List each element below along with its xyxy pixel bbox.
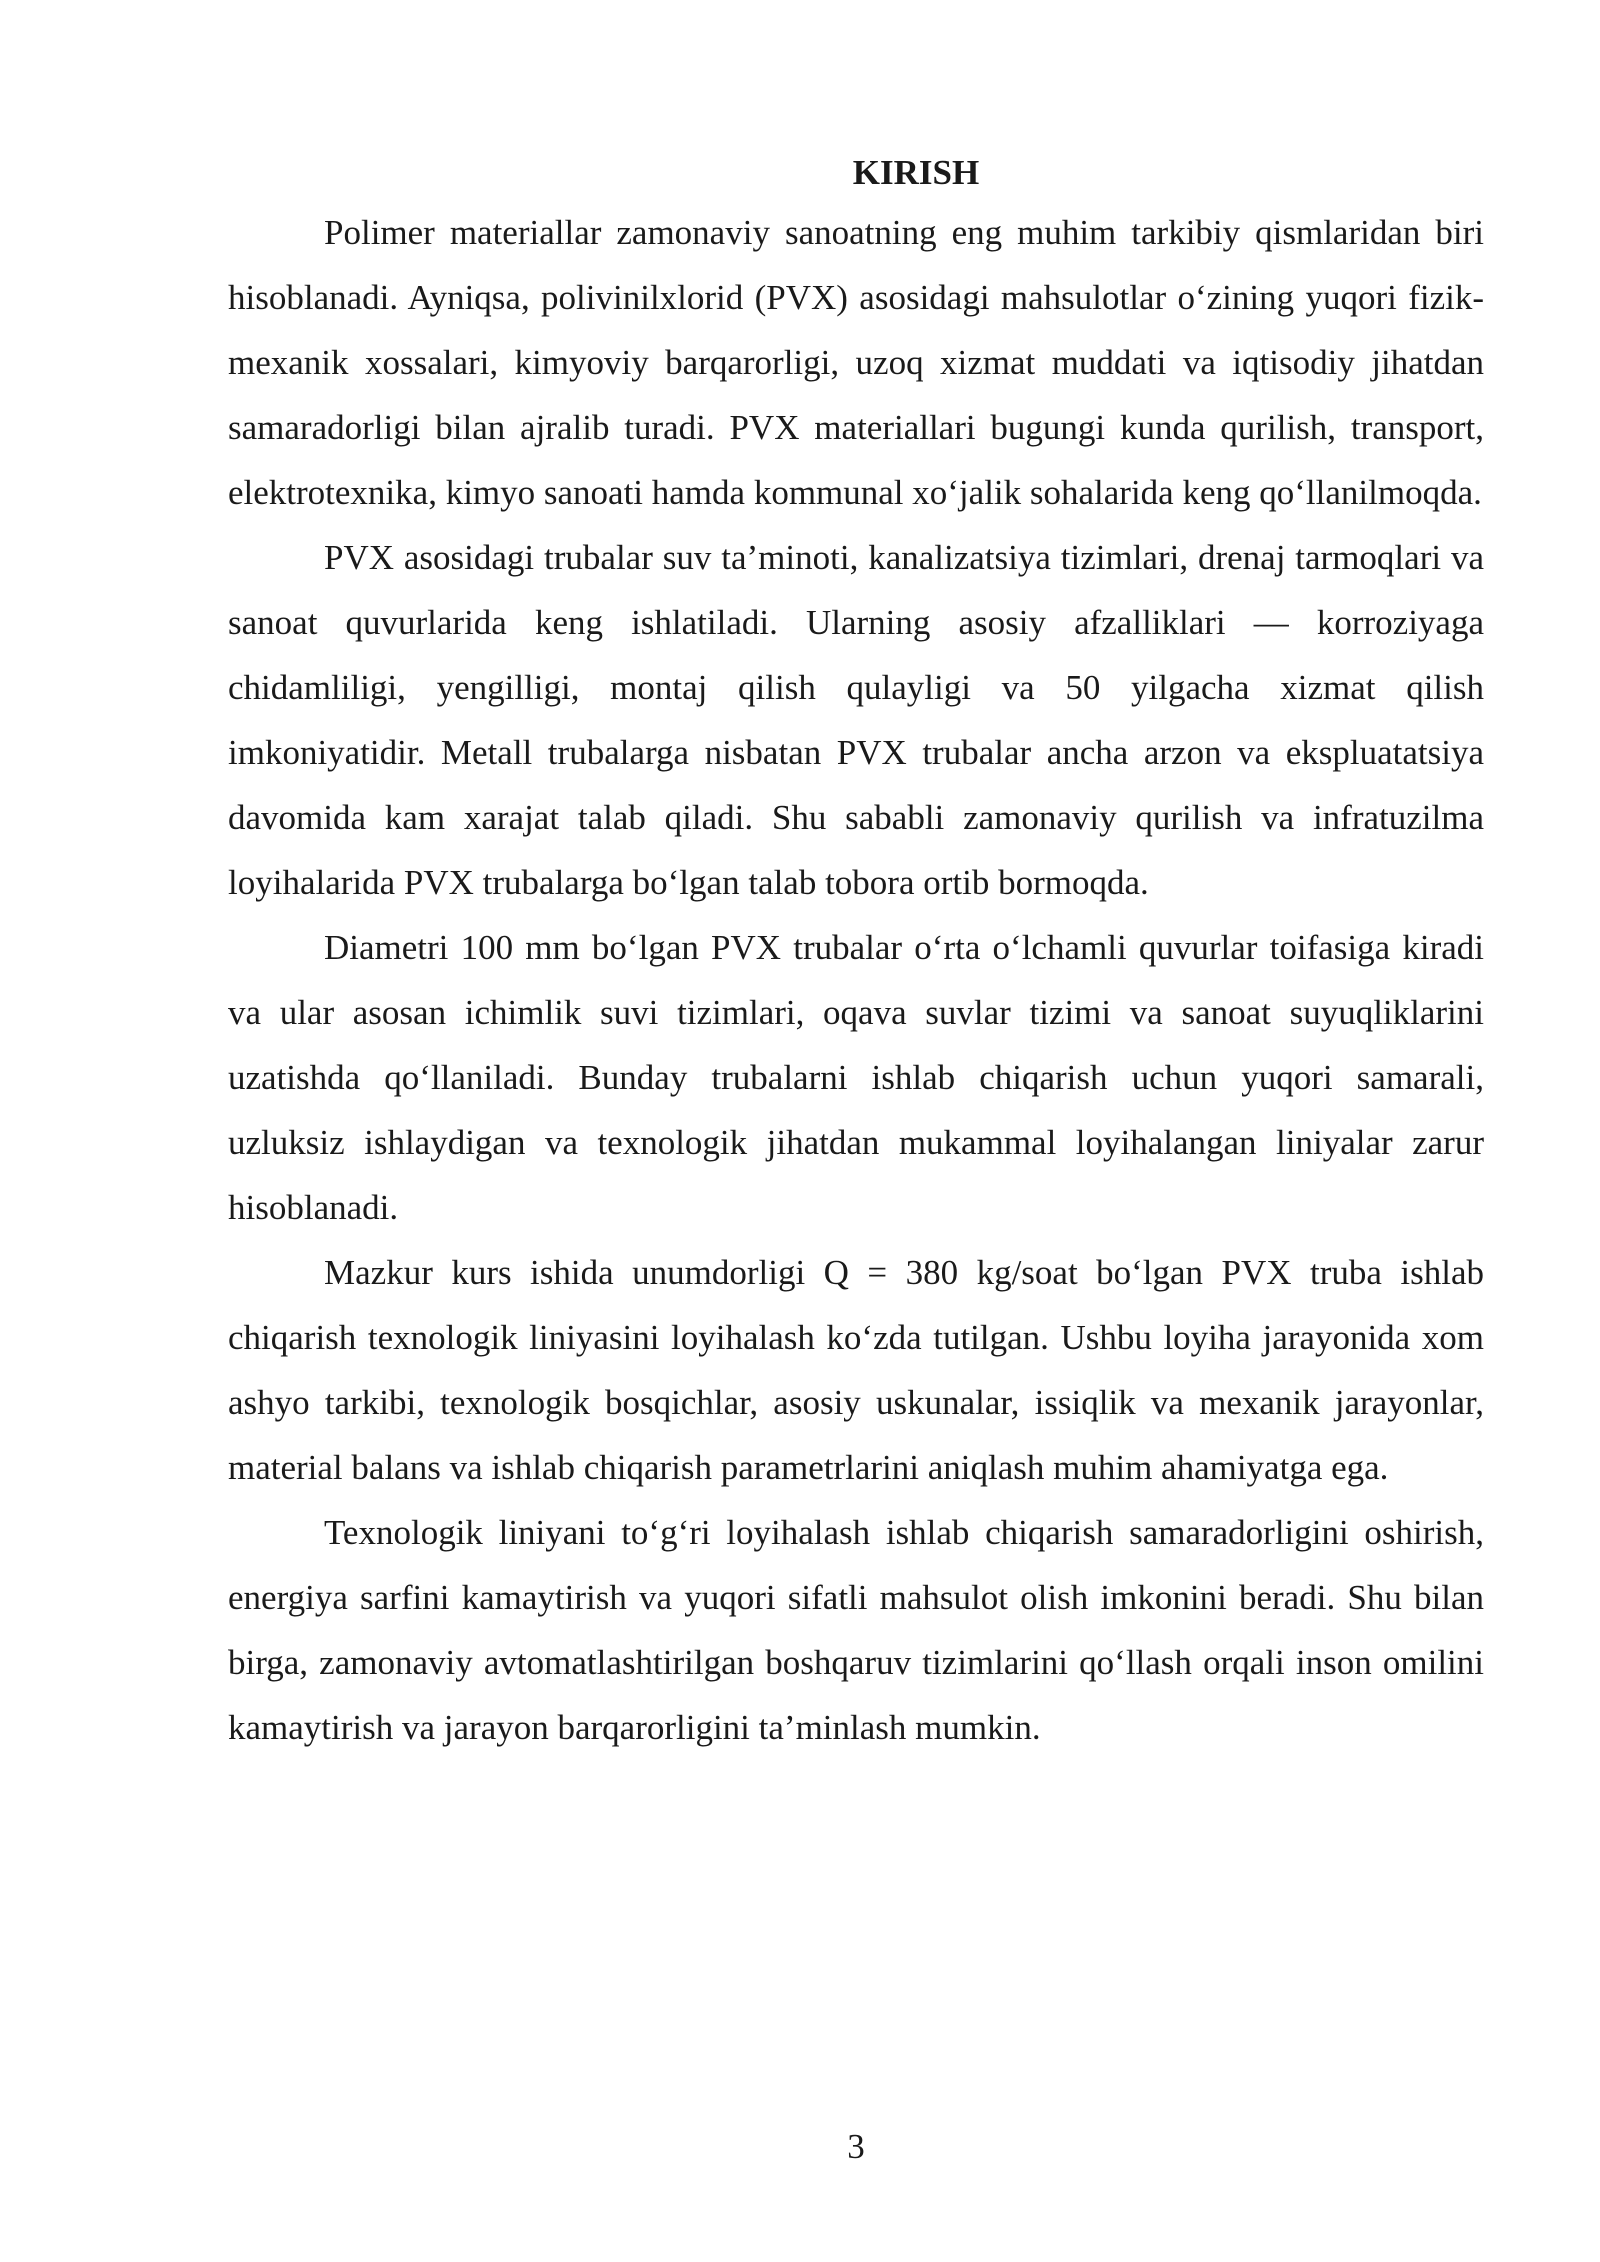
paragraph-4: Mazkur kurs ishida unumdorligi Q = 380 kg/soat bo‘lgan PVX truba ishlab chiqarish texnologik liniyasini loyihalash ko‘zda tutilgan. Ushbu loyiha jarayonida xom ashyo tarkibi, texnologik bosqichlar, asosiy uskunalar, issiqlik va mexanik jarayonlar, material balans va ishlab chiqarish parametrlarini aniqlash muhim ahamiyatga ega.: [228, 1253, 1484, 1487]
section-title: KIRISH: [852, 153, 980, 192]
paragraph-1: Polimer materiallar zamonaviy sanoatning eng muhim tarkibiy qismlaridan biri hisoblanadi. Ayniqsa, polivinilxlorid (PVX) asosidagi mahsulotlar o‘zining yuqori fizik-mexanik xossalari, kimyoviy barqarorligi, uzoq xizmat muddati va iqtisodiy jihatdan samaradorligi bilan ajralib turadi. PVX materiallari bugungi kunda qurilish, transport, elektrotexnika, kimyo sanoati hamda kommunal xo‘jalik sohalarida keng qo‘llanilmoqda.: [228, 213, 1484, 512]
paragraph-5: Texnologik liniyani to‘g‘ri loyihalash ishlab chiqarish samaradorligini oshirish, energiya sarfini kamaytirish va yuqori sifatli mahsulot olish imkonini beradi. Shu bilan birga, zamonaviy avtomatlashtirilgan boshqaruv tizimlarini qo‘llash orqali inson omilini kamaytirish va jarayon barqarorligini ta’minlash mumkin.: [228, 1513, 1484, 1747]
page-number: 3: [847, 2127, 865, 2166]
paragraph-2: PVX asosidagi trubalar suv ta’minoti, kanalizatsiya tizimlari, drenaj tarmoqlari va sanoat quvurlarida keng ishlatiladi. Ularning asosiy afzalliklari — korroziyaga chidamliligi, yengilligi, montaj qilish qulayligi va 50 yilgacha xizmat qilish imkoniyatidir. Metall trubalarga nisbatan PVX trubalar ancha arzon va ekspluatatsiya davomida kam xarajat talab qiladi. Shu sababli zamonaviy qurilish va infratuzilma loyihalarida PVX trubalarga bo‘lgan talab tobora ortib bormoqda.: [228, 538, 1484, 902]
paragraph-3: Diametri 100 mm bo‘lgan PVX trubalar o‘rta o‘lchamli quvurlar toifasiga kiradi va ular asosan ichimlik suvi tizimlari, oqava suvlar tizimi va sanoat suyuqliklarini uzatishda qo‘llaniladi. Bunday trubalarni ishlab chiqarish uchun yuqori samarali, uzluksiz ishlaydigan va texnologik jihatdan mukammal loyihalangan liniyalar zarur hisoblanadi.: [228, 928, 1484, 1227]
page-body: [228, 150, 1484, 1760]
